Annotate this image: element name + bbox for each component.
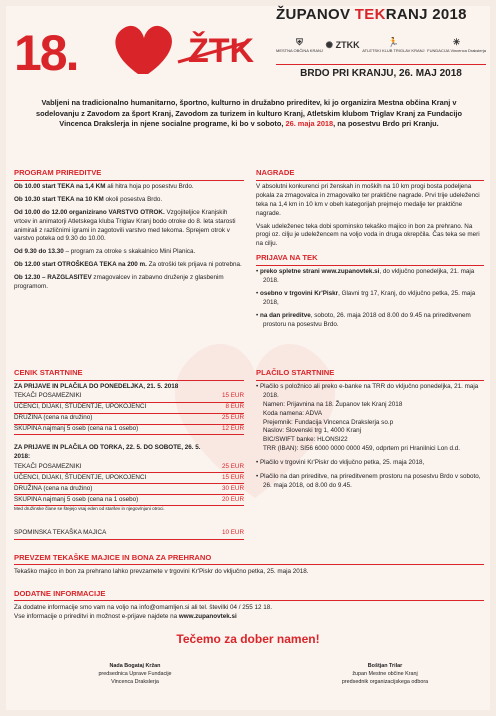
- cenik-block1-title: ZA PRIJAVE IN PLAČILA DO PONEDELJKA, 21. 5. 2018: [14, 382, 179, 390]
- cenik-title: CENIK STARTNINE: [14, 368, 244, 381]
- nagrade-text: V absolutni konkurenci pri ženskah in moških na 10 km progi bosta podeljena pokala za zmagovalca in zmagovalko ter praktične nagrade. Prvi trije udeleženci teka na 1,4 km in 10 km v obeh kategorijah prejmejo medalje ter praktične nagrade.: [256, 182, 480, 217]
- prijava-title: PRIJAVA NA TEK: [256, 253, 484, 266]
- prijava-item: • osebno v trgovini Kr'Piskr, Glavni trg 17, Kranj, do vključno petka, 25. maja 2018,: [256, 290, 476, 306]
- placilo-title: PLAČILO STARTNINE: [256, 368, 484, 381]
- price-row: TEKAČI POSAMEZNIKI 15 EUR: [14, 392, 244, 403]
- signature-left: Nada Bogataj Kržan predsednica Uprave Fundacije Vincenca Drakslerja: [98, 663, 172, 685]
- logo-ak-triglav: 🏃 ATLETSKI KLUB TRIGLAV KRANJ: [362, 37, 425, 53]
- nagrade-text: Vsak udeleženec teka dobi spominsko tekaško majico in bon za prehrano. Na progi oz. cilju je udeležencem na voljo voda in druga okrepčila. Čas teka se meri na cilju.: [256, 222, 480, 248]
- program-item: Ob 12.00 start OTROŠKEGA TEKA na 200 m. Za otroški tek prijava ni potrebna.: [14, 261, 242, 269]
- sponsor-logos: [276, 30, 486, 60]
- price-row: DRUŽINA (cena na družino) 25 EUR: [14, 414, 244, 425]
- prevzem-text: Tekaško majico in bon za prehrano lahko prevzamete v trgovini Kr'Piskr do vključno petka, 25. maja 2018.: [14, 568, 309, 575]
- prijava-item: • preko spletne strani www.zupanovtek.si, do vključno ponedeljka, 21. maja 2018.: [256, 268, 475, 285]
- edition-number: 18.: [14, 25, 78, 81]
- price-row: DRUŽINA (cena na družino) 30 EUR: [14, 484, 244, 495]
- placilo-item: • Plačilo v trgovini Kr'Piskr do vključno petka, 25. maja 2018,: [256, 459, 425, 467]
- logo-ztkk: ZTKK: [335, 40, 360, 50]
- placilo-details: Namen: Prijavnina na 18. Županov tek Kranj 2018 Koda namena: ADVA Prejemnik: Fundacija Vincenca Drakslerja so.p Naslov: Slovenski trg 1, 4000 Kranj BIC/SWIFT banke: HLONSI22 TRR (IBAN): SI56 6000 0000 0000 459, odprtem pri Hranilnici Lon d.d.: [263, 400, 461, 453]
- nagrade-title: NAGRADE: [256, 168, 484, 181]
- cenik-section: [14, 368, 244, 540]
- header-divider: [276, 64, 486, 65]
- website-link[interactable]: www.zupanovtek.si: [178, 613, 237, 621]
- signature-right: Boštjan Trilar župan Mestne občine Kranj predsednik organizacijskega odbora: [341, 663, 429, 685]
- program-item: Ob 12.30 – RAZGLASITEV zmagovalcev in zabavno druženje z glasbenim programom.: [14, 274, 224, 291]
- dodatne-line2: Vse informacije o prireditvi in možnost e-prijave najdete na www.zupanovtek.si: [14, 613, 237, 621]
- heart-logo-icon: [108, 22, 258, 78]
- logo-sport: ✺: [325, 39, 334, 50]
- program-item: Od 10.00 do 12.00 organizirano VARSTVO OTROK. Vzgojiteljice Kranjskih vrtcev in animatorji Atletskega kluba Triglav Kranj bodo otroke do 8. leta starosti animirali z različnimi igrami in zagotovili varstvo med tekoma. Sprejem otrok v varstvo poteka od 9.30 do 10.00.: [14, 208, 236, 243]
- program-item: Ob 10.30 start TEKA na 10 KM okoli posestva Brdo.: [14, 195, 163, 203]
- placilo-item: • Plačilo s položnico ali preko e-banke na TRR do vključno ponedeljka, 21. maja 2018.: [256, 382, 479, 399]
- price-row: SKUPINA najmanj 5 oseb (cena na 1 osebo) 12 EUR: [14, 425, 244, 436]
- cenik-note: Med družinske člane se štejejo vsaj eden od staršev in njegov/njuni otroci.: [14, 506, 165, 512]
- program-item: Ob 10.00 start TEKA na 1,4 KM ali hitra hoja po posestvu Brdo.: [14, 182, 194, 190]
- event-title: ŽUPANOV TEKRANJ 2018: [276, 6, 467, 23]
- intro-text: Vabljeni na tradicionalno humanitarno, športno, kulturno in družabno prireditev, ki jo organizira Mestna občina Kranj v sodelovanju z Zavodom za šport Kranj, Zavodom za turizem in kulturo Kranj, Atletskim klubom Triglav Kranj za Fundacijo Vincenca Drakslerja in njene socialne programe, ki bo v soboto, 26. maja 2018, na posestvu Brdo pri Kranju.: [36, 98, 462, 129]
- placilo-item: • Plačilo na dan prireditve, na prireditvenem prostoru na posestvu Brdo v soboto, 26. maja 2018, od 8.00 do 9.45.: [256, 473, 481, 490]
- price-row: SKUPINA najmanj 5 oseb (cena na 1 osebo) 20 EUR: [14, 495, 244, 506]
- program-item: Od 9.30 do 13.30 – program za otroke s skakalnico Mini Planica.: [14, 248, 196, 256]
- program-title: PROGRAM PRIREDITVE: [14, 168, 244, 181]
- placilo-section: [256, 368, 484, 491]
- logo-mok: ⛨ MESTNA OBČINA KRANJ: [276, 37, 323, 53]
- price-row: UČENCI, DIJAKI, ŠTUDENTJE, UPOKOJENCI 8 EUR: [14, 403, 244, 414]
- dodatne-title: DODATNE INFORMACIJE: [14, 588, 484, 601]
- logo-fundacija: ✳ FUNDACIJA Vincenca Drakslerja: [427, 37, 486, 53]
- slogan: Tečemo za dober namen!: [176, 632, 320, 646]
- dodatne-section: [14, 588, 484, 621]
- price-row: TEKAČI POSAMEZNIKI 25 EUR: [14, 462, 244, 473]
- prijava-item: • na dan prireditve, soboto, 26. maja 2018 od 8.00 do 9.45 na prireditvenem prostoru na posestvu Brdo.: [256, 311, 471, 328]
- place-date: BRDO PRI KRANJU, 26. MAJ 2018: [300, 68, 462, 79]
- cenik-block2-title: ZA PRIJAVE IN PLAČILA OD TORKA, 22. 5. DO SOBOTE, 26. 5. 2018:: [14, 444, 201, 461]
- price-row: UČENCI, DIJAKI, ŠTUDENTJE, UPOKOJENCI 15 EUR: [14, 473, 244, 484]
- prevzem-title: PREVZEM TEKAŠKE MAJICE IN BONA ZA PREHRANO: [14, 552, 484, 565]
- heart-logo-text: ŽTK: [188, 32, 255, 70]
- prevzem-section: [14, 552, 484, 576]
- dodatne-line1: Za dodatne informacije smo vam na voljo na info@omamljen.si ali tel. številki 04 / 255 12 18.: [14, 604, 273, 611]
- nagrade-section: [256, 168, 484, 334]
- program-section: [14, 168, 244, 296]
- majica-row: SPOMINSKA TEKAŠKA MAJICA 10 EUR: [14, 529, 244, 540]
